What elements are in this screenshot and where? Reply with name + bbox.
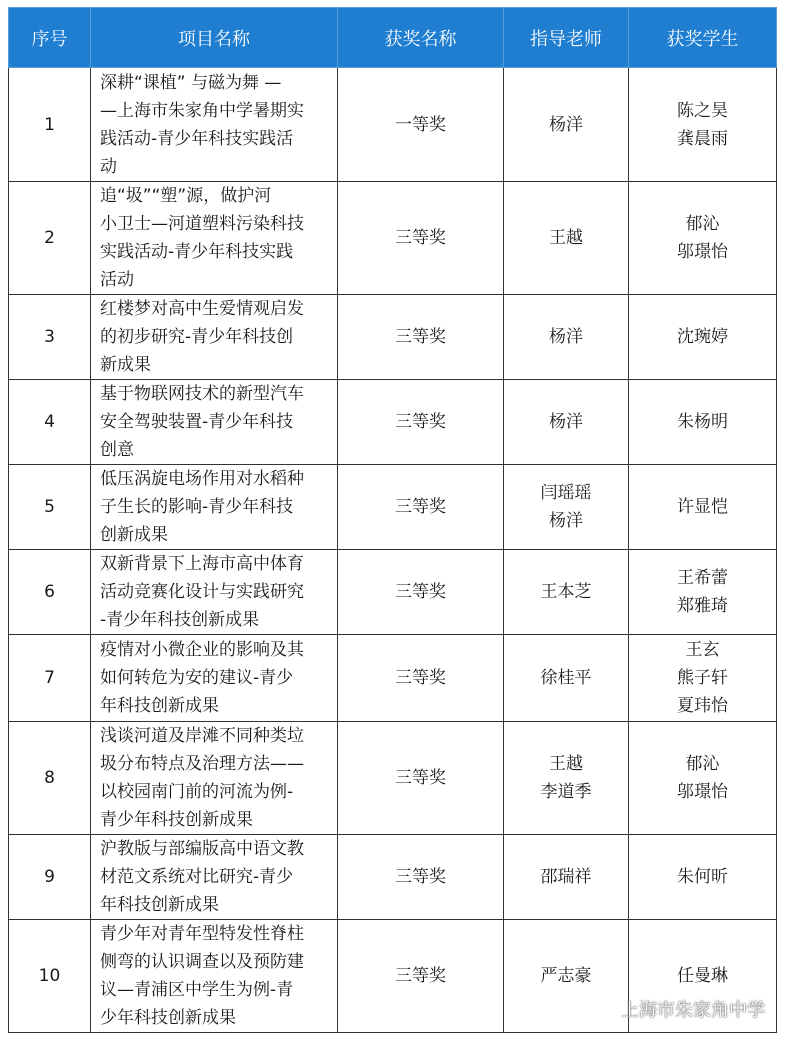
teacher-name: 王越 (549, 228, 583, 248)
student-name: 郁沁 (685, 754, 720, 774)
project-name-line: 年科技创新成果 (100, 895, 219, 915)
watermark (591, 996, 765, 1022)
cell-number: 2 (9, 182, 91, 295)
teacher-name: 杨洋 (549, 511, 583, 531)
student-name: 熊子轩 (677, 668, 728, 688)
project-name-line: 子生长的影响-青少年科技 (100, 497, 294, 517)
project-name-line: 小卫士—河道塑料污染科技 (100, 214, 304, 234)
cell-students (629, 722, 777, 835)
project-name-line: 的初步研究-青少年科技创 (100, 327, 294, 347)
teacher-name: 王本芝 (540, 582, 592, 602)
student-name: 朱杨明 (677, 412, 728, 432)
project-name-line: -青少年科技创新成果 (100, 610, 260, 630)
cell-project-name (91, 920, 338, 1033)
table-row (9, 465, 777, 550)
cell-award: 三等奖 (338, 295, 504, 380)
project-name-line: 年科技创新成果 (100, 696, 219, 716)
cell-students (629, 182, 777, 295)
project-name-line: 活动竞赛化设计与实践研究 (100, 582, 304, 602)
project-name-line: 深耕“课植” 与磁为舞 — (100, 72, 282, 93)
project-name-line: 低压涡旋电场作用对水稻种 (100, 469, 304, 489)
project-name-line: 追“圾”“塑”源，做护河 (100, 186, 272, 206)
teacher-name: 杨洋 (549, 412, 583, 432)
table-body (9, 68, 777, 1033)
student-name: 陈之昊 (677, 100, 728, 121)
project-name-line: 少年科技创新成果 (100, 1008, 236, 1028)
cell-project-name (91, 550, 338, 635)
cell-award: 三等奖 (338, 722, 504, 835)
cell-students (629, 465, 777, 550)
table-row (9, 722, 777, 835)
project-name-line: 疫情对小微企业的影响及其 (100, 640, 304, 660)
student-name: 龚晨雨 (677, 128, 728, 149)
cell-teacher (504, 550, 629, 635)
project-name-line: 青少年科技创新成果 (100, 810, 253, 830)
cell-award: 三等奖 (338, 380, 504, 465)
table-row (9, 295, 777, 380)
project-name-line: 践活动-青少年科技实践活 (100, 128, 294, 149)
student-name: 夏玮怡 (677, 696, 728, 716)
table-row (9, 182, 777, 295)
header-students: 获奖学生 (629, 8, 777, 68)
header-teacher: 指导老师 (504, 8, 629, 68)
cell-students (629, 835, 777, 920)
header-award: 获奖名称 (338, 8, 504, 68)
student-name: 邬璟怡 (677, 242, 728, 262)
cell-teacher (504, 68, 629, 182)
cell-project-name (91, 835, 338, 920)
header-project-name: 项目名称 (91, 8, 338, 68)
project-name-line: 安全驾驶装置-青少年科技 (100, 412, 294, 432)
student-name: 邬璟怡 (677, 782, 728, 802)
watermark-text: 上海市朱家角中学 (621, 1000, 765, 1021)
project-name-line: 双新背景下上海市高中体育 (100, 554, 304, 574)
cell-award: 三等奖 (338, 635, 504, 722)
cell-project-name (91, 465, 338, 550)
teacher-name: 严志豪 (540, 966, 592, 986)
cell-teacher (504, 835, 629, 920)
teacher-name: 杨洋 (549, 114, 583, 135)
project-name-line: 红楼梦对高中生爱情观启发 (100, 299, 304, 319)
cell-teacher (504, 295, 629, 380)
project-name-line: 浅谈河道及岸滩不同种类垃 (100, 726, 304, 746)
student-name: 任曼琳 (677, 966, 728, 986)
cell-project-name (91, 635, 338, 722)
cell-project-name (91, 182, 338, 295)
cell-number: 8 (9, 722, 91, 835)
teacher-name: 王越 (549, 754, 583, 774)
cell-number: 6 (9, 550, 91, 635)
cell-award: 三等奖 (338, 465, 504, 550)
table-row (9, 550, 777, 635)
cell-number: 3 (9, 295, 91, 380)
cell-teacher (504, 182, 629, 295)
project-name-line: 以校园南门前的河流为例- (100, 782, 294, 802)
cell-project-name (91, 380, 338, 465)
cell-teacher (504, 635, 629, 722)
table-row (9, 835, 777, 920)
project-name-line: 圾分布特点及治理方法—— (100, 754, 304, 774)
student-name: 王玄 (685, 640, 720, 660)
cell-award: 一等奖 (338, 68, 504, 182)
project-name-line: —上海市朱家角中学暑期实 (100, 100, 304, 121)
cell-students (629, 550, 777, 635)
project-name-line: 动 (100, 156, 117, 177)
cell-award: 三等奖 (338, 182, 504, 295)
cell-project-name (91, 722, 338, 835)
cell-number: 5 (9, 465, 91, 550)
awards-table (8, 7, 777, 1033)
cell-number: 1 (9, 68, 91, 182)
student-name: 许显恺 (677, 497, 728, 517)
project-name-line: 实践活动-青少年科技实践 (100, 242, 294, 262)
cell-award: 三等奖 (338, 920, 504, 1033)
table-row (9, 68, 777, 182)
project-name-line: 侧弯的认识调查以及预防建 (100, 952, 304, 972)
table-row (9, 635, 777, 722)
cell-project-name (91, 68, 338, 182)
cell-number: 9 (9, 835, 91, 920)
student-name: 沈琬婷 (677, 327, 728, 347)
header-row (9, 8, 777, 68)
project-name-line: 创新成果 (100, 525, 168, 545)
project-name-line: 基于物联网技术的新型汽车 (100, 384, 304, 404)
cell-teacher (504, 465, 629, 550)
cell-students (629, 635, 777, 722)
cell-number: 10 (9, 920, 91, 1033)
student-name: 朱何昕 (677, 867, 728, 887)
cell-award: 三等奖 (338, 835, 504, 920)
cell-project-name (91, 295, 338, 380)
cell-students (629, 68, 777, 182)
student-name: 郁沁 (685, 214, 720, 234)
cell-number: 4 (9, 380, 91, 465)
student-name: 郑雅琦 (677, 596, 728, 616)
project-name-line: 青少年对青年型特发性脊柱 (100, 924, 304, 944)
project-name-line: 议—青浦区中学生为例-青 (100, 980, 294, 1000)
project-name-line: 活动 (100, 270, 134, 290)
teacher-name: 邵瑞祥 (540, 867, 592, 887)
project-name-line: 新成果 (100, 355, 151, 375)
teacher-name: 闫瑶瑶 (540, 483, 592, 503)
project-name-line: 材范文系统对比研究-青少 (100, 867, 294, 887)
cell-teacher (504, 722, 629, 835)
project-name-line: 沪教版与部编版高中语文教 (100, 839, 304, 859)
cell-teacher (504, 380, 629, 465)
table-row (9, 380, 777, 465)
header-no: 序号 (9, 8, 91, 68)
cell-students (629, 380, 777, 465)
wechat-icon (591, 999, 615, 1019)
project-name-line: 创意 (100, 440, 134, 460)
project-name-line: 如何转危为安的建议-青少 (100, 668, 294, 688)
cell-award: 三等奖 (338, 550, 504, 635)
teacher-name: 徐桂平 (540, 668, 592, 688)
cell-students (629, 295, 777, 380)
teacher-name: 李道季 (540, 782, 592, 802)
teacher-name: 杨洋 (549, 327, 583, 347)
student-name: 王希蕾 (677, 568, 728, 588)
cell-number: 7 (9, 635, 91, 722)
